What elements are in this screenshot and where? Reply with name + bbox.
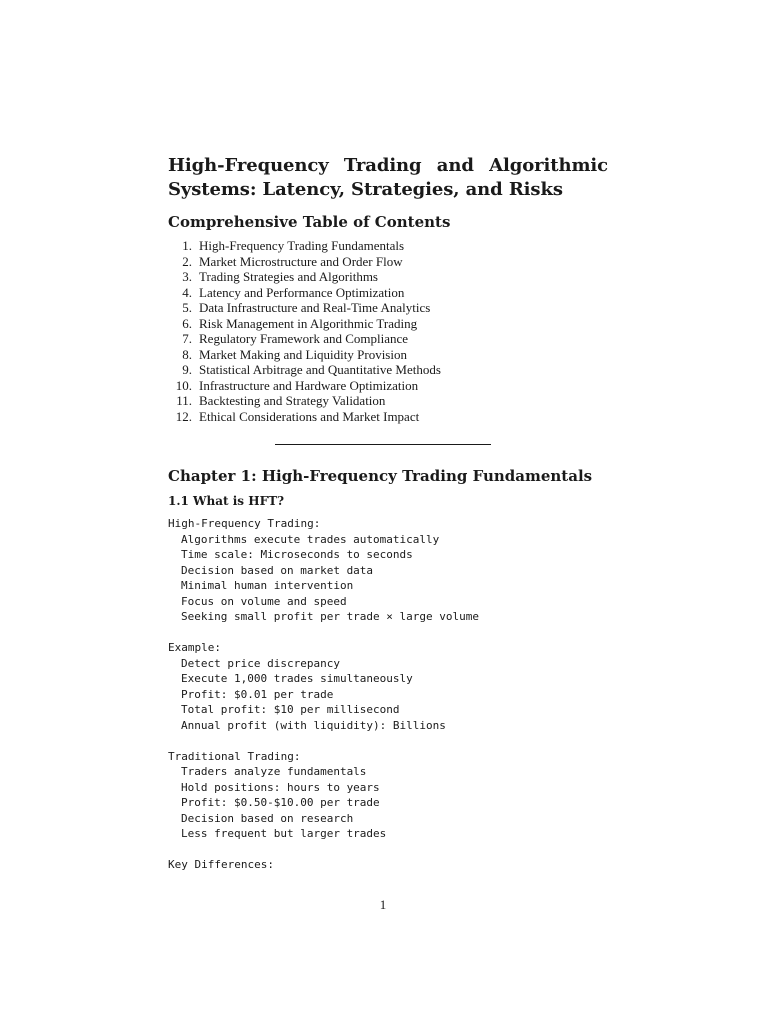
code-line: Time scale: Microseconds to seconds bbox=[181, 548, 413, 561]
toc-item-number: 10. bbox=[175, 377, 192, 393]
toc-item-label: High-Frequency Trading Fundamentals bbox=[199, 238, 405, 253]
horizontal-divider bbox=[275, 444, 491, 445]
toc-item bbox=[168, 238, 441, 254]
toc-item bbox=[168, 331, 441, 347]
blank-line bbox=[168, 733, 479, 749]
chapter-heading: Chapter 1: High-Frequency Trading Fundamentals bbox=[168, 467, 593, 485]
code-line: Focus on volume and speed bbox=[181, 594, 347, 608]
toc-item-label: Regulatory Framework and Compliance bbox=[199, 331, 409, 346]
code-line: Profit: $0.50-$10.00 per trade bbox=[181, 796, 380, 809]
toc-item bbox=[168, 347, 441, 363]
blank-line bbox=[168, 842, 479, 858]
toc-item-label: Backtesting and Strategy Validation bbox=[199, 393, 386, 408]
toc-item bbox=[168, 378, 441, 394]
toc-item-label: Statistical Arbitrage and Quantitative Methods bbox=[199, 362, 441, 377]
toc-item-number: 5. bbox=[182, 300, 192, 315]
toc-item-number: 6. bbox=[182, 315, 192, 331]
toc-item-label: Risk Management in Algorithmic Trading bbox=[199, 315, 418, 331]
toc-item-number: 7. bbox=[182, 331, 192, 346]
code-line: Algorithms execute trades automatically bbox=[181, 532, 440, 546]
toc-heading: Comprehensive Table of Contents bbox=[168, 213, 451, 231]
toc-item-number: 4. bbox=[182, 284, 192, 300]
code-line: Detect price discrepancy bbox=[181, 656, 340, 670]
toc-item bbox=[168, 285, 441, 301]
code-line: Profit: $0.01 per trade bbox=[181, 687, 334, 701]
toc-item bbox=[168, 393, 441, 409]
toc-item-label: Market Microstructure and Order Flow bbox=[199, 253, 403, 269]
code-line: Traders analyze fundamentals bbox=[181, 765, 367, 778]
toc-item-number: 2. bbox=[182, 253, 192, 269]
code-line: Key Differences: bbox=[168, 858, 274, 871]
code-line: Execute 1,000 trades simultaneously bbox=[181, 672, 413, 685]
toc-item-label: Ethical Considerations and Market Impact bbox=[199, 408, 420, 424]
code-line: Decision based on market data bbox=[181, 563, 374, 577]
code-line: Example: bbox=[168, 641, 221, 654]
code-line: Minimal human intervention bbox=[181, 579, 354, 592]
blank-line bbox=[168, 625, 479, 641]
toc-item bbox=[168, 316, 441, 332]
toc-item-number: 12. bbox=[175, 408, 192, 424]
toc-item-number: 1. bbox=[182, 238, 192, 253]
code-line: Less frequent but larger trades bbox=[181, 827, 387, 840]
toc-item-number: 11. bbox=[176, 393, 192, 408]
toc-item-label: Trading Strategies and Algorithms bbox=[199, 269, 378, 284]
toc-item bbox=[168, 254, 441, 270]
code-line: High-Frequency Trading: bbox=[168, 517, 321, 530]
toc-item-label: Data Infrastructure and Real-Time Analytics bbox=[199, 300, 431, 315]
toc-item-number: 3. bbox=[182, 269, 192, 284]
code-line: Total profit: $10 per millisecond bbox=[181, 703, 400, 716]
code-line: Hold positions: hours to years bbox=[181, 780, 380, 794]
code-line: Traditional Trading: bbox=[168, 749, 301, 763]
code-line: Seeking small profit per trade × large volume bbox=[181, 610, 480, 623]
document-title: High-Frequency Trading and Algorithmic Systems: Latency, Strategies, and Risks bbox=[168, 155, 608, 200]
toc-item-number: 8. bbox=[182, 346, 192, 362]
toc-item-label: Market Making and Liquidity Provision bbox=[199, 346, 407, 362]
toc-item bbox=[168, 362, 441, 378]
toc-item bbox=[168, 300, 441, 316]
toc-item bbox=[168, 269, 441, 285]
toc-item-label: Infrastructure and Hardware Optimization bbox=[199, 377, 419, 393]
section-heading: 1.1 What is HFT? bbox=[168, 494, 285, 508]
page-number: 1 bbox=[379, 897, 387, 912]
code-line: Annual profit (with liquidity): Billions bbox=[181, 718, 446, 732]
code-line: Decision based on research bbox=[181, 811, 354, 825]
code-block bbox=[168, 516, 479, 873]
toc-item bbox=[168, 409, 441, 425]
table-of-contents bbox=[168, 238, 441, 424]
toc-item-number: 9. bbox=[182, 362, 192, 377]
toc-item-label: Latency and Performance Optimization bbox=[199, 284, 405, 300]
